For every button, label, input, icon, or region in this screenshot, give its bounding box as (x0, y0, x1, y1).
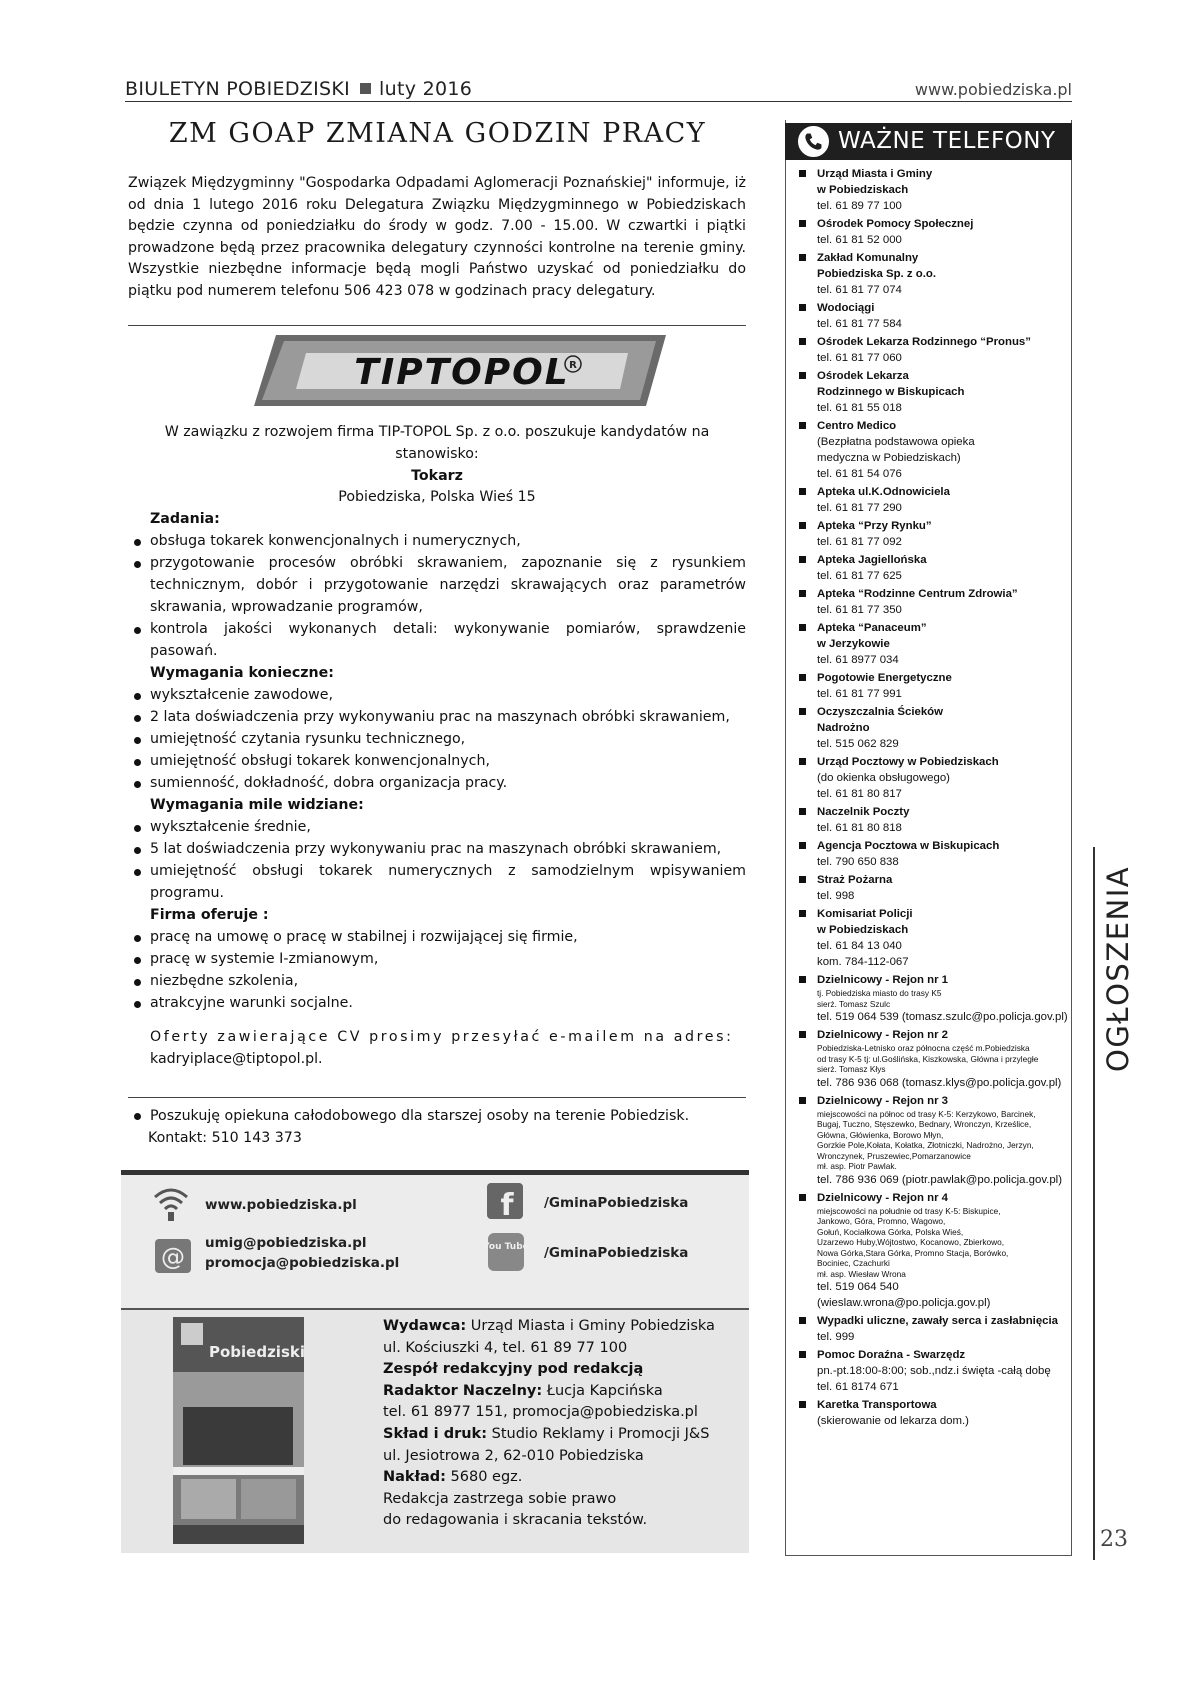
phone-entry (795, 418, 1070, 482)
svg-text:@: @ (161, 1243, 185, 1271)
list-item: kontrola jakości wykonanych detali: wykonywanie pomiarów, sprawdzenie pasowań. (128, 618, 746, 662)
phone-icon (795, 123, 832, 160)
phone-entry-note: miejscowości na południe od trasy K-5: Biskupice, (817, 1205, 1001, 1216)
article-body: Związek Międzygminny "Gospodarka Odpadami Aglomeracji Poznańskiej" informuje, iż od dnia 1 lutego 2016 roku Delegatura Związku Międzygminnego w Pobiedziskach będzie czynna od poniedziałku do środy w godz. 7.00 - 15.00. W czwartki i piątki prowadzone będą przez pracownika delegatury czynności kontrolne na terenie gminy. Wszystkie niezbędne informacje będą mogli Państwo uzyskać od poniedziałku do piątku pod numerem telefonu 506 423 078 w godzinach pracy delegatury. (128, 175, 746, 299)
phone-entry (795, 1397, 1070, 1429)
phone-entry (795, 804, 1070, 836)
job-details (128, 508, 746, 1070)
publication-name: BIULETYN POBIEDZISKI (125, 78, 351, 100)
phone-entry (795, 552, 1070, 584)
phone-entry (795, 586, 1070, 618)
offer-heading: Firma oferuje : (150, 907, 269, 923)
job-intro: W zawiązku z rozwojem firma TIP-TOPOL Sp. z o.o. poszukuje kandydatów na stanowisko: (164, 424, 710, 462)
phone-entry-number[interactable]: tel. 61 81 77 584 (817, 318, 902, 330)
publisher-line: Nakład: 5680 egz. (383, 1469, 523, 1486)
phone-entry (795, 704, 1070, 752)
svg-text:You Tube: You Tube (483, 1242, 529, 1252)
phone-entry-name: Pomoc Doraźna - Swarzędz (817, 1349, 966, 1361)
phone-entry (795, 620, 1070, 668)
publisher-line: Redakcja zastrzega sobie prawo (383, 1490, 617, 1507)
phone-entry-name: Ośrodek Lekarza (817, 370, 909, 382)
phone-entry-name: Ośrodek Pomocy Społecznej (817, 218, 974, 230)
phone-entry-note: Gołuń, Kociałkowa Górka, Polska Wieś, (817, 1226, 964, 1237)
phone-entry-number[interactable]: tel. 61 81 52 000 (817, 234, 902, 246)
side-divider (1093, 847, 1095, 1560)
phone-entry-detail: (skierowanie od lekarza dom.) (817, 1415, 969, 1427)
phone-list (795, 166, 1070, 1431)
publisher-line: do redagowania i skracania tekstów. (383, 1512, 648, 1529)
svg-text:Pobiedziski: Pobiedziski (208, 1343, 306, 1361)
phone-entry-detail: pn.-pt.18:00-8:00; sob.,ndz.i święta -całą dobę (817, 1365, 1051, 1377)
wifi-icon (151, 1183, 191, 1223)
list-item: obsługa tokarek konwencjonalnych i numerycznych, (128, 530, 746, 552)
job-intro-block (128, 422, 746, 509)
list-item: przygotowanie procesów obróbki skrawaniem, zapoznanie się z rysunkiem technicznym, dobór i przygotowanie narzędzi skrawających oraz parametrów skrawania, wprowadzanie programów, (128, 552, 746, 618)
phone-entry-number[interactable]: tel. 999 (817, 1331, 855, 1343)
phone-entry-note: od trasy K-5 tj: ul.Goślińska, Kiszkowska, Główna i przyległe (817, 1053, 1039, 1064)
phone-entry-name: Zakład Komunalny (817, 252, 919, 264)
phone-entry (795, 906, 1070, 970)
phone-entry-name: Rodzinnego w Biskupicach (817, 386, 965, 398)
small-ad (128, 1105, 746, 1149)
phone-entry-name: Ośrodek Lekarza Rodzinnego “Pronus” (817, 336, 1031, 348)
phone-entry-name: Wodociągi (817, 302, 875, 314)
header-divider (125, 101, 1072, 102)
phone-entry-number[interactable]: tel. 790 650 838 (817, 856, 899, 868)
phone-entry-number[interactable]: tel. 61 81 80 818 (817, 822, 902, 834)
phone-entry-note: Bugaj, Tuczno, Stęszewko, Bednary, Wronczyn, Krześlice, (817, 1119, 1032, 1129)
phone-entry-number[interactable]: tel. 786 936 068 (tomasz.klys@po.policja.gov.pl) (817, 1076, 1062, 1089)
phone-entry-name: Apteka ul.K.Odnowiciela (817, 486, 950, 498)
youtube-icon (483, 1233, 529, 1271)
list-item: 5 lat doświadczenia przy wykonywaniu prac na maszynach obróbki skrawaniem, (128, 838, 746, 860)
phone-entry-number[interactable]: tel. 61 81 77 060 (817, 352, 902, 364)
phone-entry-name: Oczyszczalnia Ścieków (817, 706, 943, 718)
list-item: umiejętność obsługi tokarek konwencjonalnych, (128, 750, 746, 772)
phone-entry-note: Nowa Górka,Stara Górka, Promno Stacja, Borówko, (817, 1247, 1009, 1258)
phone-entry-number[interactable]: tel. 61 84 13 040 (817, 940, 902, 952)
job-position: Tokarz (411, 467, 463, 484)
phone-entry-note: Bociniec, Czachurki (817, 1258, 890, 1268)
phone-entry-number[interactable]: tel. 61 81 77 625 (817, 570, 902, 582)
tiptopol-logo (236, 331, 684, 410)
phone-entry-note: Wronczynek, Pruszewiec,Pomarzanowice (817, 1150, 971, 1161)
phone-entry (795, 754, 1070, 802)
publisher-line: Wydawca: Urząd Miasta i Gminy Pobiedziska (383, 1318, 715, 1334)
phone-entry-note: mł. asp. Piotr Pawlak. (817, 1161, 897, 1171)
phone-entry-note: mł. asp. Wiesław Wrona (817, 1268, 906, 1279)
phone-entry-name: Apteka Jagiellońska (817, 554, 927, 566)
phone-entry-note: tj. Pobiedziska miasto do trasy K5 (817, 988, 942, 998)
required-list (128, 684, 746, 794)
at-email-icon (155, 1239, 191, 1273)
phone-entry-name: Komisariat Policji (817, 908, 913, 920)
phone-entry (795, 334, 1070, 366)
phone-entry (795, 484, 1070, 516)
facebook-icon (487, 1183, 523, 1223)
phone-entry (795, 1027, 1070, 1091)
phone-entry (795, 670, 1070, 702)
contact-facebook[interactable]: /GminaPobiedziska (544, 1195, 689, 1211)
list-item: sumienność, dokładność, dobra organizacja pracy. (128, 772, 746, 794)
phone-entry-name: Wypadki uliczne, zawały serca i zasłabnięcia (817, 1315, 1059, 1327)
publication-header (125, 78, 472, 100)
phone-entry-detail: (Bezpłatna podstawowa opieka (817, 436, 975, 448)
phone-entry-number[interactable]: tel. 61 81 77 290 (817, 502, 902, 514)
cv-instructions: Oferty zawierające CV prosimy przesyłać e-mailem na adres: (150, 1029, 734, 1045)
publisher-line: ul. Jesiotrowa 2, 62-010 Pobiedziska (383, 1447, 644, 1464)
phone-entry-number[interactable]: tel. 61 81 54 076 (817, 468, 902, 480)
phone-entry-name: Dzielnicowy - Rejon nr 2 (817, 1029, 949, 1041)
phone-entry-name: Urząd Miasta i Gminy (817, 168, 933, 180)
phone-entry-note: sierż. Tomasz Kłys (817, 1064, 886, 1074)
phone-entry-name: Urząd Pocztowy w Pobiedziskach (817, 756, 999, 768)
phone-entry (795, 972, 1070, 1025)
phone-entry-number[interactable]: tel. 61 8174 671 (817, 1381, 899, 1393)
phone-entry-detail: (do okienka obsługowego) (817, 772, 950, 784)
phone-entry (795, 368, 1070, 416)
phone-entry (795, 300, 1070, 332)
phone-entry-name: Apteka “Przy Rynku” (817, 520, 932, 532)
phone-entry (795, 872, 1070, 904)
phone-entry-number[interactable]: tel. 786 936 069 (piotr.pawlak@po.policja.gov.pl) (817, 1173, 1063, 1186)
section-label: OGŁOSZENIA (1101, 865, 1135, 1072)
phone-entry-note: sierż. Tomasz Szulc (817, 998, 891, 1009)
list-item: wykształcenie zawodowe, (128, 684, 746, 706)
phone-entry-note: Jankowo, Góra, Promno, Wagowo, (817, 1216, 946, 1226)
phone-entry (795, 518, 1070, 550)
phone-entry-name: Centro Medico (817, 420, 897, 432)
phone-entry-name: Dzielnicowy - Rejon nr 4 (817, 1191, 949, 1204)
phone-entry-name: Straż Pożarna (817, 874, 893, 886)
offer-list (128, 926, 746, 1014)
list-item: pracę na umowę o pracę w stabilnej i rozwijającej się firmie, (128, 926, 746, 948)
job-location: Pobiedziska, Polska Wieś 15 (338, 489, 536, 506)
svg-text:f: f (500, 1188, 514, 1223)
phone-entry-note: Uzarzewo Huby,Wójtostwo, Kocanowo, Zbierkowo, (817, 1237, 1005, 1247)
contact-youtube[interactable]: /GminaPobiedziska (544, 1245, 689, 1261)
contact-website[interactable]: www.pobiedziska.pl (205, 1197, 357, 1213)
divider (128, 325, 746, 326)
svg-text:R: R (569, 360, 577, 371)
phone-entry-name: w Pobiedziskach (817, 184, 909, 196)
phone-entry (795, 166, 1070, 214)
list-item: umiejętność czytania rysunku technicznego, (128, 728, 746, 750)
publisher-line: tel. 61 8977 151, promocja@pobiedziska.pl (383, 1404, 698, 1421)
phone-entry-note: Główna, Główienka, Borowo Młyn, (817, 1129, 944, 1140)
phone-entry-name: Apteka “Rodzinne Centrum Zdrowia” (817, 588, 1018, 600)
publisher-info (383, 1316, 743, 1532)
publisher-line: Skład i druk: Studio Reklamy i Promocji J&S (383, 1425, 710, 1442)
list-item: wykształcenie średnie, (128, 816, 746, 838)
phone-entry (795, 216, 1070, 248)
phone-entry-number[interactable]: tel. 515 062 829 (817, 738, 899, 750)
contact-email-1[interactable]: umig@pobiedziska.pl (205, 1235, 367, 1251)
square-separator-icon (360, 83, 371, 94)
contact-email-2[interactable]: promocja@pobiedziska.pl (205, 1255, 400, 1271)
publisher-line: ul. Kościuszki 4, tel. 61 89 77 100 (383, 1339, 628, 1356)
desired-heading: Wymagania mile widziane: (150, 797, 364, 813)
phone-entry-name: Pobiedziska Sp. z o.o. (817, 268, 936, 280)
phone-entry (795, 1313, 1070, 1345)
phone-entry-name: Karetka Transportowa (817, 1399, 937, 1411)
phone-entry-name: Dzielnicowy - Rejon nr 3 (817, 1094, 949, 1107)
divider (128, 1097, 746, 1098)
phone-entry-number[interactable]: tel. 519 064 540 (wieslaw.wrona@po.policja.gov.pl) (817, 1281, 991, 1309)
page-number: 23 (1100, 1527, 1128, 1552)
phone-entry-number[interactable]: tel. 61 89 77 100 (817, 200, 902, 212)
small-ad-text: Poszukuję opiekuna całodobowego dla starszej osoby na terenie Pobiedzisk. (128, 1105, 746, 1127)
contact-box (121, 1170, 749, 1308)
logo-text: TIPTOPOL (354, 352, 570, 393)
phone-entry-number[interactable]: tel. 61 81 77 074 (817, 284, 902, 296)
publisher-line: Radaktor Naczelny: Łucja Kapcińska (383, 1382, 663, 1399)
phone-entry-number[interactable]: tel. 61 81 55 018 (817, 402, 902, 414)
phone-entry-note: miejscowości na północ od trasy K-5: Kerzykowo, Barcinek, (817, 1108, 1036, 1119)
phone-entry-number[interactable]: tel. 61 8977 034 (817, 654, 899, 666)
list-item: umiejętność obsługi tokarek numerycznych z samodzielnym wpisywaniem programu. (128, 860, 746, 904)
publisher-line: Zespół redakcyjny pod redakcją (383, 1361, 644, 1378)
cv-email-link[interactable]: kadryiplace@tiptopol.pl. (150, 1051, 323, 1067)
phone-entry-name: Dzielnicowy - Rejon nr 1 (817, 974, 949, 986)
phone-entry-number[interactable]: kom. 784-112-067 (817, 956, 909, 968)
phone-entry-number[interactable]: tel. 998 (817, 890, 855, 902)
phone-entry (795, 838, 1070, 870)
phone-entry-name: Nadrożno (817, 722, 870, 734)
phone-entry (795, 1347, 1070, 1395)
phone-entry-note: Gorzkie Pole,Kołata, Kołatka, Złotniczki, Nadrożno, Jerzyn, (817, 1140, 1034, 1150)
phone-entry-number[interactable]: tel. 61 81 77 092 (817, 536, 902, 548)
phone-entry-name: w Jerzykowie (817, 638, 890, 650)
phone-entry-number[interactable]: tel. 519 064 539 (tomasz.szulc@po.policja.gov.pl) (817, 1011, 1068, 1023)
phone-entry-number[interactable]: tel. 61 81 77 350 (817, 604, 902, 616)
phone-entry-name: Pogotowie Energetyczne (817, 672, 952, 684)
phone-entry-detail: medyczna w Pobiedziskach) (817, 452, 961, 464)
phone-entry (795, 250, 1070, 298)
phone-entry-note: Pobiedziska-Letnisko oraz północna część m.Pobiedziska (817, 1043, 1030, 1053)
phone-entry-number[interactable]: tel. 61 81 80 817 (817, 788, 902, 800)
list-item: atrakcyjne warunki socjalne. (128, 992, 746, 1014)
article-title: ZM GOAP ZMIANA GODZIN PRACY (168, 118, 707, 149)
phone-panel-header (785, 123, 1072, 160)
required-heading: Wymagania konieczne: (150, 665, 334, 681)
phone-entry-name: Apteka “Panaceum” (817, 622, 927, 634)
phone-entry (795, 1093, 1070, 1188)
phone-entry (795, 1190, 1070, 1312)
bulletin-cover-image (173, 1317, 304, 1544)
phone-panel-title: WAŻNE TELEFONY (838, 128, 1056, 154)
header-website[interactable]: www.pobiedziska.pl (914, 80, 1072, 99)
issue-date: luty 2016 (379, 78, 473, 100)
desired-list (128, 816, 746, 904)
list-item: pracę w systemie I-zmianowym, (128, 948, 746, 970)
phone-entry-number[interactable]: tel. 61 81 77 991 (817, 688, 902, 700)
phone-entry-name: w Pobiedziskach (817, 924, 909, 936)
tasks-list (128, 530, 746, 662)
phone-entry-name: Agencja Pocztowa w Biskupicach (817, 840, 1000, 852)
list-item: 2 lata doświadczenia przy wykonywaniu prac na maszynach obróbki skrawaniem, (128, 706, 746, 728)
list-item: niezbędne szkolenia, (128, 970, 746, 992)
phone-entry-name: Naczelnik Poczty (817, 806, 910, 818)
tasks-heading: Zadania: (150, 511, 220, 527)
small-ad-contact: Kontakt: 510 143 373 (148, 1130, 302, 1146)
